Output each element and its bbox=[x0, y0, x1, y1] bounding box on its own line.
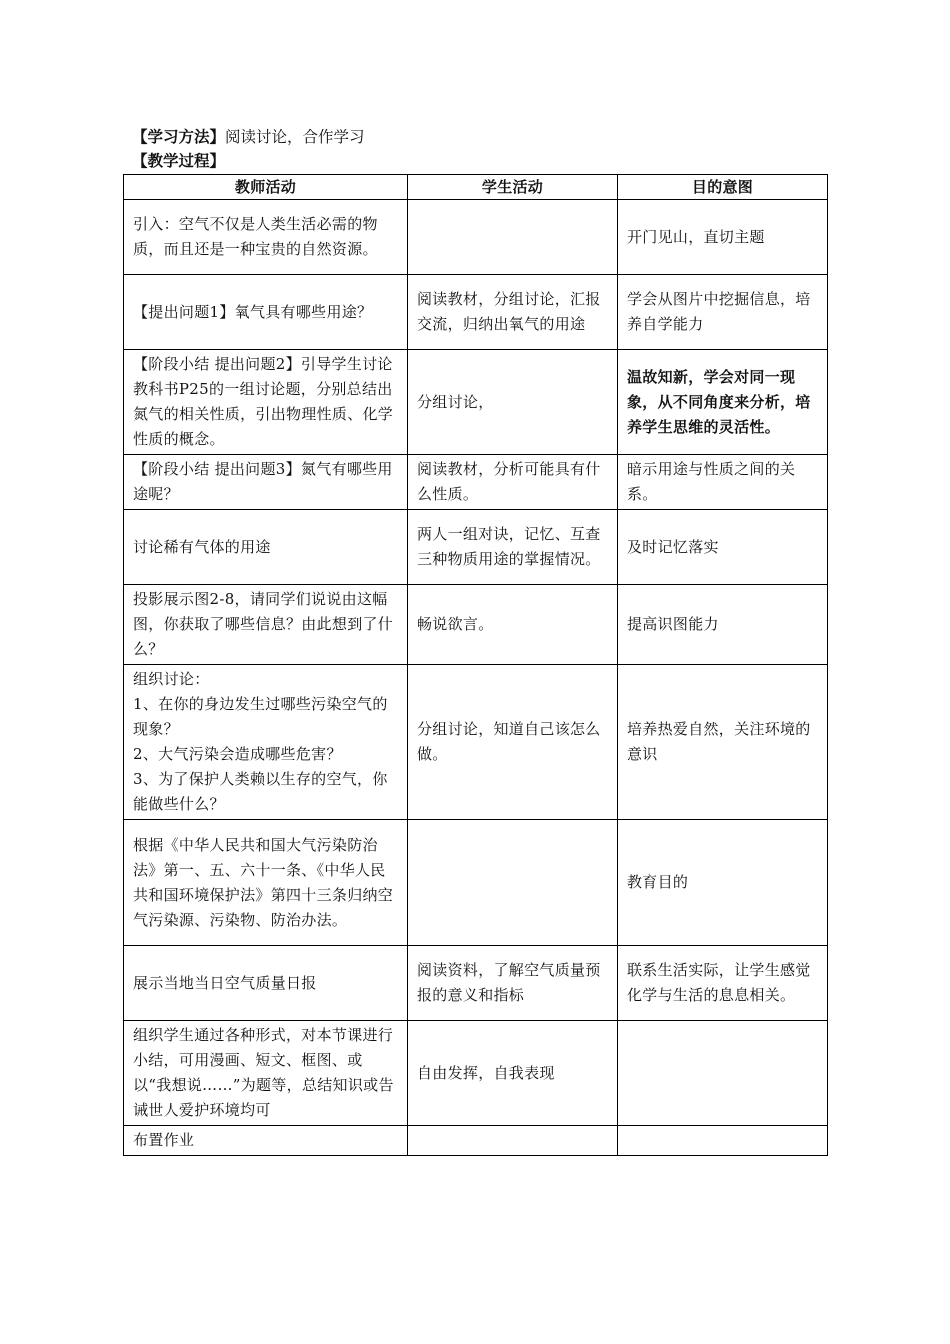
teacher-cell: 【阶段小结 提出问题3】氮气有哪些用途呢？ bbox=[124, 455, 408, 510]
teaching-process-heading bbox=[132, 151, 225, 171]
table-row bbox=[124, 946, 828, 1021]
table-row bbox=[124, 585, 828, 665]
student-cell: 分组讨论，知道自己该怎么做。 bbox=[408, 665, 618, 820]
student-cell: 畅说欲言。 bbox=[408, 585, 618, 665]
teacher-cell: 引入：空气不仅是人类生活必需的物质，而且还是一种宝贵的自然资源。 bbox=[124, 200, 408, 275]
header-teacher-activity: 教师活动 bbox=[124, 175, 408, 200]
purpose-cell: 暗示用途与性质之间的关系。 bbox=[618, 455, 828, 510]
purpose-cell bbox=[618, 1126, 828, 1156]
student-cell bbox=[408, 200, 618, 275]
table-row bbox=[124, 200, 828, 275]
student-cell: 阅读教材，分析可能具有什么性质。 bbox=[408, 455, 618, 510]
purpose-cell: 教育目的 bbox=[618, 820, 828, 946]
student-cell: 两人一组对诀，记忆、互查三种物质用途的掌握情况。 bbox=[408, 510, 618, 585]
purpose-cell bbox=[618, 1021, 828, 1126]
teacher-cell: 讨论稀有气体的用途 bbox=[124, 510, 408, 585]
header-student-activity: 学生活动 bbox=[408, 175, 618, 200]
student-cell: 自由发挥，自我表现 bbox=[408, 1021, 618, 1126]
learning-method-text: 阅读讨论，合作学习 bbox=[225, 128, 365, 146]
purpose-cell: 温故知新，学会对同一现象，从不同角度来分析，培养学生思维的灵活性。 bbox=[618, 350, 828, 455]
student-cell: 阅读资料，了解空气质量预报的意义和指标 bbox=[408, 946, 618, 1021]
purpose-cell: 学会从图片中挖掘信息，培养自学能力 bbox=[618, 275, 828, 350]
learning-method-label: 【学习方法】 bbox=[132, 128, 226, 146]
teacher-cell: 布置作业 bbox=[124, 1126, 408, 1156]
learning-method-line bbox=[132, 127, 365, 147]
table-header-row bbox=[124, 175, 828, 200]
purpose-cell: 提高识图能力 bbox=[618, 585, 828, 665]
student-cell: 阅读教材，分组讨论，汇报交流，归纳出氧气的用途 bbox=[408, 275, 618, 350]
teacher-cell: 组织学生通过各种形式，对本节课进行小结，可用漫画、短文、框图、或以“我想说……”为题等，总结知识或告诫世人爱护环境均可 bbox=[124, 1021, 408, 1126]
teacher-cell: 【提出问题1】氧气具有哪些用途？ bbox=[124, 275, 408, 350]
table-row bbox=[124, 820, 828, 946]
purpose-cell: 培养热爱自然，关注环境的意识 bbox=[618, 665, 828, 820]
purpose-cell: 开门见山，直切主题 bbox=[618, 200, 828, 275]
header-purpose: 目的意图 bbox=[618, 175, 828, 200]
teacher-cell: 展示当地当日空气质量日报 bbox=[124, 946, 408, 1021]
table-row bbox=[124, 275, 828, 350]
purpose-cell: 联系生活实际，让学生感觉化学与生活的息息相关。 bbox=[618, 946, 828, 1021]
teacher-cell: 组织讨论： 1、在你的身边发生过哪些污染空气的现象？ 2、大气污染会造成哪些危害？ 3、为了保护人类赖以生存的空气，你能做些什么？ bbox=[124, 665, 408, 820]
teacher-cell: 【阶段小结 提出问题2】引导学生讨论教科书P25的一组讨论题，分别总结出氮气的相关性质，引出物理性质、化学性质的概念。 bbox=[124, 350, 408, 455]
table-row bbox=[124, 1126, 828, 1156]
teaching-process-label: 【教学过程】 bbox=[132, 152, 226, 170]
student-cell bbox=[408, 1126, 618, 1156]
purpose-cell: 及时记忆落实 bbox=[618, 510, 828, 585]
table-row bbox=[124, 510, 828, 585]
teaching-process-table bbox=[123, 174, 828, 1156]
table-row bbox=[124, 455, 828, 510]
table-row bbox=[124, 350, 828, 455]
table-row bbox=[124, 665, 828, 820]
student-cell bbox=[408, 820, 618, 946]
teacher-cell: 投影展示图2-8，请同学们说说由这幅图，你获取了哪些信息？由此想到了什么？ bbox=[124, 585, 408, 665]
table-row bbox=[124, 1021, 828, 1126]
teacher-cell: 根据《中华人民共和国大气污染防治法》第一、五、六十一条、《中华人民共和国环境保护法》第四十三条归纳空气污染源、污染物、防治办法。 bbox=[124, 820, 408, 946]
student-cell: 分组讨论， bbox=[408, 350, 618, 455]
